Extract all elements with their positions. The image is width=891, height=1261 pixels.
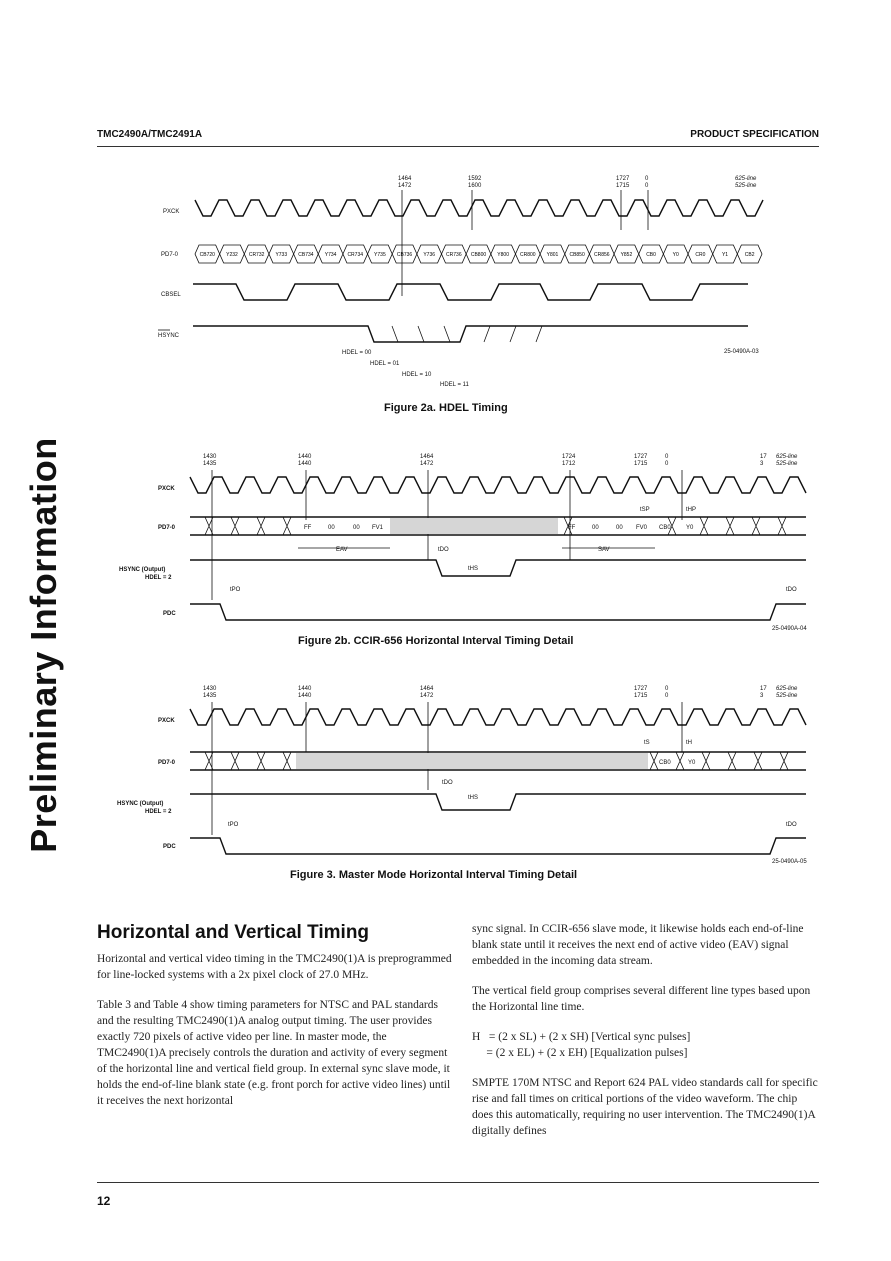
tick-1727: 1727 [634,686,648,692]
tick-1440-b: 1440 [298,461,312,467]
hdel-10: HDEL = 10 [402,372,432,378]
tick-1464: 1464 [420,686,434,692]
right-paragraph-2: The vertical field group comprises several different line types based upon the Horizontal line time. [472,985,811,1013]
tick-1464: 1464 [420,454,434,460]
figure-3-caption: Figure 3. Master Mode Horizontal Interval Timing Detail [290,869,578,881]
pd-ff-2: FF [568,525,576,531]
pd-cell-label: CB2 [744,252,755,258]
label-cbsel: CBSEL [161,292,181,298]
tick-1430: 1430 [203,686,217,692]
pd-cell-label: CR732 [248,252,265,258]
tick-1435: 1435 [203,693,217,699]
pd-cell-label: Y734 [324,252,337,258]
std-625: 625-line [776,686,798,692]
section-title: Horizontal and Vertical Timing [97,922,370,943]
pd-cell-label: Y0 [672,252,679,258]
right-paragraph-1: sync signal. In CCIR-656 slave mode, it likewise holds each end-of-line blank state until it receives the next end of active video (EAV) signal embedded in the incoming data stream. [472,923,804,967]
pxck-waveform [190,477,806,493]
pd-cell-label: CB0 [646,252,656,258]
hsync-edge-11 [444,326,450,342]
hsync-edge-01 [392,326,398,342]
hsync-waveform [193,326,748,342]
tick-3: 3 [760,693,764,699]
hsync-rise-10 [510,326,516,342]
left-column [97,951,452,1123]
timing-tdo-2: tDO [786,822,797,828]
hsync-waveform [190,794,806,810]
pd-data-cells [195,245,762,263]
pd-cell-label: CB734 [298,252,314,258]
label-hsync: HSYNC [158,333,180,339]
pd-y0: Y0 [686,525,694,531]
sav-label: SAV [598,547,610,553]
label-pxck: PXCK [158,486,175,492]
cbsel-waveform [193,284,748,300]
figure-2b-caption: Figure 2b. CCIR-656 Horizontal Interval Timing Detail [298,635,574,647]
label-pd: PD7-0 [158,525,176,531]
pd-y0: Y0 [688,760,696,766]
pd-active-video-shade [390,518,558,534]
hsync-edge-10 [418,326,424,342]
tick-0-a: 0 [665,686,669,692]
hdel-01: HDEL = 01 [370,361,400,367]
figure-ref: 25-0490A-03 [724,349,759,355]
sidebar-text: Preliminary Information [23,437,64,853]
tick-zero-b: 0 [645,183,649,189]
pd-active-video-shade [296,753,648,769]
label-pxck: PXCK [163,209,180,215]
header-doc-type: PRODUCT SPECIFICATION [690,129,819,140]
pd-00-3: 00 [592,525,599,531]
label-pd: PD7-0 [161,252,179,258]
pd-cell-label: CB736 [396,252,413,258]
tick-1472: 1472 [420,461,434,467]
tick-17: 17 [760,454,767,460]
label-hsync: HSYNC (Output) [117,801,164,807]
pdc-waveform [190,604,806,620]
timing-tdo: tDO [442,780,453,786]
pd-fv1: FV1 [372,525,384,531]
label-hsync: HSYNC (Output) [119,567,166,573]
tick-3: 3 [760,461,764,467]
label-pdc: PDC [163,844,176,850]
tick-1727: 1727 [634,454,648,460]
timing-tpo: tPO [228,822,239,828]
std-625: 625-line [735,176,757,182]
pd-cell-label: CR0 [695,252,706,258]
label-hdel: HDEL = 2 [145,575,172,581]
footer-rule [97,1182,819,1183]
figure-3 [0,680,891,885]
hsync-waveform [190,560,806,576]
pxck-waveform [195,200,763,216]
pd-cell-label: Y232 [226,252,238,258]
hsync-rise-01 [484,326,490,342]
timing-tdo-2: tDO [786,587,797,593]
pd-00-2: 00 [353,525,360,531]
eav-label: EAV [336,547,348,553]
pd-cell-label: Y735 [374,252,386,258]
label-pd: PD7-0 [158,760,176,766]
pd-cell-label: CR736 [446,252,462,258]
timing-thp: tHP [686,507,697,513]
tick-1430: 1430 [203,454,217,460]
equation-line-1: H = (2 x SL) + (2 x SH) [Vertical sync pulses] [472,1031,691,1043]
figure-2b [0,448,891,653]
timing-ths: tHS [468,566,479,572]
figure-ref: 25-0490A-05 [772,859,807,865]
std-525: 525-line [776,461,798,467]
std-525: 525-line [776,693,798,699]
tick-zero-a: 0 [645,176,649,182]
pd-fv0: FV0 [636,525,648,531]
pd-ff-1: FF [304,525,312,531]
pd-cell-label: CR734 [347,252,364,258]
timing-ts: tS [644,740,650,746]
pd-cell-label: Y800 [497,252,509,258]
figure-2a-caption: Figure 2a. HDEL Timing [384,402,508,414]
tick-0-a: 0 [665,454,669,460]
tick-1435: 1435 [203,461,217,467]
pdc-waveform [190,838,806,854]
tick-1472: 1472 [398,183,412,189]
tick-1715: 1715 [616,183,630,189]
figure-2a [0,168,891,418]
tick-0-b: 0 [665,461,669,467]
pd-cell-label: CB850 [569,252,585,258]
pxck-waveform [190,709,806,725]
equation-line-2: = (2 x EL) + (2 x EH) [Equalization pulses] [472,1047,688,1059]
right-paragraph-3: SMPTE 170M NTSC and Report 624 PAL video standards call for specific rise and fall times on critical portions of the video waveform. The chip does this automatically, requiring no user intervention. The TMC2490(1)A digitally defines [472,1077,818,1137]
pd-cb0: CB0 [659,760,671,766]
tick-1472: 1472 [420,693,434,699]
pd-00-4: 00 [616,525,623,531]
tick-1464: 1464 [398,176,412,182]
pd-cell-label: CB720 [199,252,215,258]
std-525: 525-line [735,183,757,189]
page-number: 12 [97,1194,111,1208]
hsync-rise-11 [536,326,542,342]
timing-tsp: tSP [640,507,650,513]
hdel-00: HDEL = 00 [342,350,372,356]
pd-cb0: CB0 [659,525,671,531]
tick-1592: 1592 [468,176,482,182]
left-paragraph-2: Table 3 and Table 4 show timing parameters for NTSC and PAL standards and the resulting TMC2490(1)A analog output timing. The user provides exactly 720 pixels of active video per line. In master mode, the TMC2490(1)A precisely controls the duration and activity of every segment of the horizontal line and vertical field group. In external sync slave mode, it holds the end-of-line blank state (e.g. front porch for active video lines) until it receives the next horizontal [97,999,451,1107]
pd-cell-label: Y801 [546,252,559,258]
pd-cell-label: Y852 [620,252,633,258]
timing-ths: tHS [468,795,479,801]
pd-cell-label: CB800 [470,252,487,258]
pd-cell-label: CR856 [593,252,610,258]
pd-00-1: 00 [328,525,335,531]
label-pdc: PDC [163,611,176,617]
right-column [472,921,820,1153]
tick-1715: 1715 [634,693,648,699]
pd-cell-label: Y733 [275,252,288,258]
pd-cell-label: Y1 [721,252,729,258]
label-pxck: PXCK [158,718,175,724]
tick-1440-a: 1440 [298,454,312,460]
tick-0-b: 0 [665,693,669,699]
tick-1724: 1724 [562,454,576,460]
tick-1727: 1727 [616,176,630,182]
tick-1600: 1600 [468,183,482,189]
pd-cell-label: Y736 [423,252,436,258]
tick-1712: 1712 [562,461,576,467]
left-paragraph-1: Horizontal and vertical video timing in the TMC2490(1)A is preprogrammed for line-locked systems with a 2x pixel clock of 27.0 MHz. [97,953,452,981]
timing-tpo: tPO [230,587,241,593]
std-625: 625-line [776,454,798,460]
tick-17: 17 [760,686,767,692]
label-hdel: HDEL = 2 [145,809,172,815]
figure-ref: 25-0490A-04 [772,626,807,632]
header-rule [97,146,819,147]
timing-tdo: tDO [438,547,449,553]
timing-th: tH [686,740,692,746]
pd-cell-label: CR800 [520,252,536,258]
tick-1440-a: 1440 [298,686,312,692]
header-part-number: TMC2490A/TMC2491A [97,129,203,140]
tick-1440-b: 1440 [298,693,312,699]
hdel-11: HDEL = 11 [440,382,469,388]
tick-1715: 1715 [634,461,648,467]
